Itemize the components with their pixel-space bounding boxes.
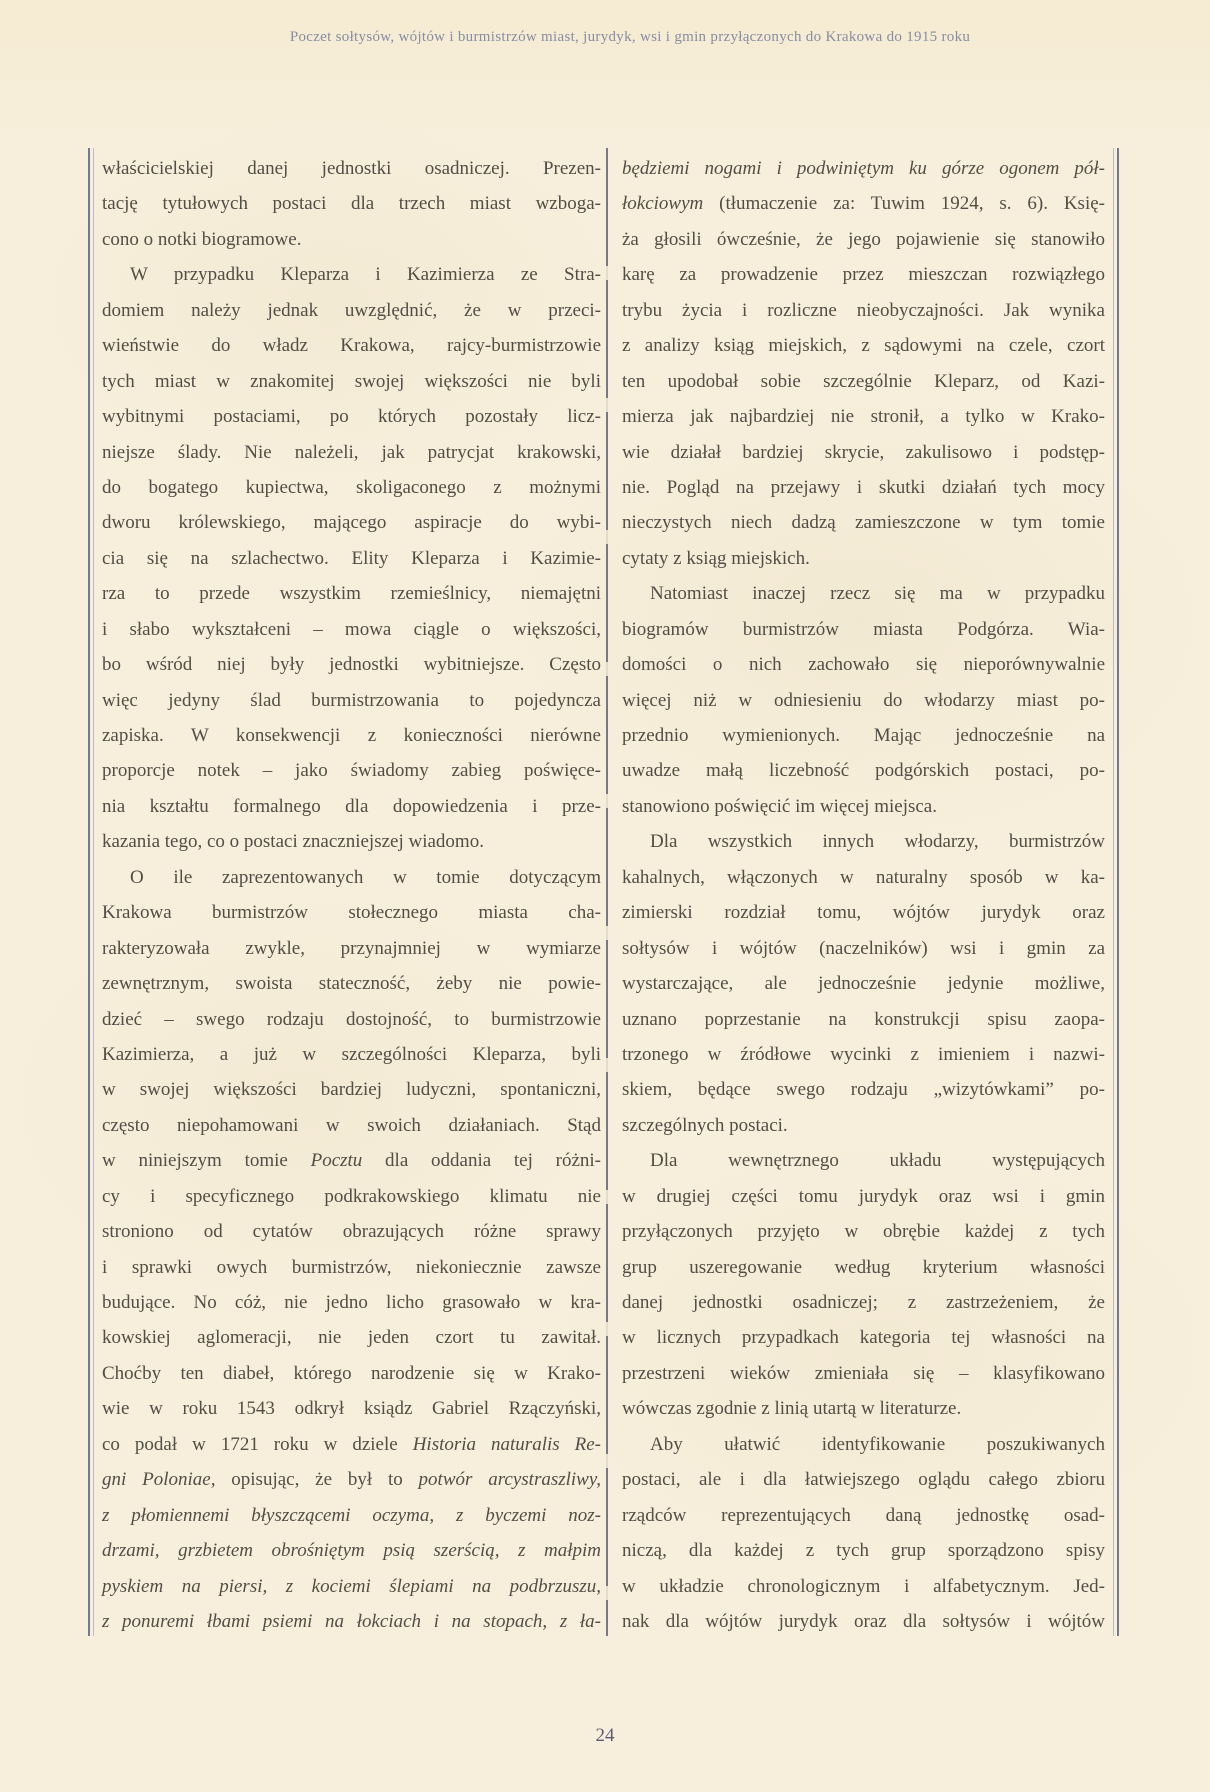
text-line: wówczas zgodnie z linią utartą w literaturze. <box>622 1398 962 1420</box>
text-line: w swojej większości bardziej ludyczni, spontaniczni, <box>102 1079 601 1101</box>
text-line: cia się na szlachectwo. Elity Kleparza i Kazimie- <box>102 547 601 569</box>
text-line: proporcje notek – jako świadomy zabieg poświęce- <box>102 760 601 782</box>
text-line: drzami, grzbietem obrośniętym psią szerścią, z małpim <box>102 1540 601 1562</box>
text-line: nie. Pogląd na przejawy i skutki działań tych mocy <box>622 476 1105 498</box>
text-line: wybitnymi postaciami, po których pozostały licz- <box>102 406 601 428</box>
text-line: trzonego w źródłowe wycinki z imieniem i nazwi- <box>622 1043 1105 1065</box>
text-line: często niepohamowani w swoich działaniach. Stąd <box>102 1114 601 1136</box>
text-line: tację tytułowych postaci dla trzech miast wzboga- <box>102 193 601 215</box>
text-line: sołtysów i wójtów (naczelników) wsi i gmin za <box>622 937 1105 959</box>
text-line: Natomiast inaczej rzecz się ma w przypadku <box>650 583 1105 605</box>
text-line: będziemi nogami i podwiniętym ku górze ogonem pół- <box>622 158 1105 179</box>
text-line: O ile zaprezentowanych w tomie dotyczącym <box>130 866 601 888</box>
text-line: kahalnych, włączonych w naturalny sposób w ka- <box>622 866 1105 888</box>
page-number: 24 <box>595 1725 615 1746</box>
text-line: budujące. No cóż, nie jedno licho grasowało w kra- <box>102 1292 601 1313</box>
text-line: tych miast w znakomitej swojej większości nie byli <box>102 370 601 392</box>
text-line: zewnętrznym, swoista stateczność, żeby nie powie- <box>102 973 601 995</box>
text-line: danej jednostki osadniczej; z zastrzeżeniem, że <box>622 1292 1105 1313</box>
text-line: w licznych przypadkach kategoria tej własności na <box>622 1327 1105 1349</box>
text-line: łokciowym (tłumaczenie za: Tuwim 1924, s. 6). Księ- <box>622 193 1105 215</box>
text-line: stanowiono poświęcić im więcej miejsca. <box>622 795 937 817</box>
text-line: postaci, ale i dla łatwiejszego oglądu całego zbioru <box>622 1469 1105 1491</box>
text-line: i sprawki owych burmistrzów, niekoniecznie zawsze <box>102 1256 601 1278</box>
text-line: co podał w 1721 roku w dziele Historia naturalis Re- <box>102 1433 601 1455</box>
text-line: właścicielskiej danej jednostki osadniczej. Prezen- <box>102 158 601 179</box>
text-line: w drugiej części tomu jurydyk oraz wsi i gmin <box>622 1185 1105 1207</box>
right-text-column <box>622 151 1105 1639</box>
text-line: kazania tego, co o postaci znaczniejszej wiadomo. <box>102 831 484 853</box>
text-line: wie działał bardziej skrycie, zakulisowo i podstęp- <box>622 441 1105 463</box>
text-line: nieczystych niech dadzą zamieszczone w tym tomie <box>622 512 1105 534</box>
text-line: cytaty z ksiąg miejskich. <box>622 547 810 569</box>
text-line: Dla wszystkich innych włodarzy, burmistrzów <box>650 831 1105 853</box>
text-line: rządców reprezentujących daną jednostkę osad- <box>622 1504 1105 1526</box>
text-line: w niniejszym tomie Pocztu dla oddania tej różni- <box>102 1150 601 1172</box>
text-line: bo wśród niej były jednostki wybitniejsze. Często <box>102 654 601 676</box>
text-line: niczą, dla każdej z tych grup sporządzono spisy <box>622 1540 1105 1562</box>
text-line: gni Poloniae, opisując, że był to potwór arcystraszliwy, <box>102 1469 601 1491</box>
text-line: Kazimierza, a już w szczególności Kleparza, byli <box>102 1043 601 1065</box>
text-line: mierza jak najbardziej nie stronił, a tylko w Krako- <box>622 406 1105 428</box>
text-line: rakteryzowała zwykle, przynajmniej w wymiarze <box>102 937 601 959</box>
text-line: nak dla wójtów jurydyk oraz dla sołtysów i wójtów <box>622 1610 1105 1632</box>
text-line: skiem, będące swego rodzaju „wizytówkami” po- <box>622 1079 1105 1101</box>
text-line: z ponuremi łbami psiemi na łokciach i na stopach, z ła- <box>102 1610 601 1632</box>
text-line: Aby ułatwić identyfikowanie poszukiwanych <box>650 1433 1105 1455</box>
text-line: domiem należy jednak uwzględnić, że w przeci- <box>102 299 601 321</box>
left-text-column <box>102 151 601 1639</box>
text-line: domości o nich zachowało się nieporównywalnie <box>622 654 1105 676</box>
text-line: cono o notki biogramowe. <box>102 228 302 250</box>
text-line: karę za prowadzenie przez mieszczan rozwiązłego <box>622 264 1105 286</box>
text-line: uznano poprzestanie na konstrukcji spisu zaopa- <box>622 1008 1105 1030</box>
running-header: Poczet sołtysów, wójtów i burmistrzów miast, jurydyk, wsi i gmin przyłączonych do Krakowa do 1915 roku <box>289 29 971 45</box>
text-line: wie w roku 1543 odkrył ksiądz Gabriel Rzączyński, <box>102 1398 601 1420</box>
text-line: ten upodobał sobie szczególnie Kleparz, od Kazi- <box>622 370 1105 392</box>
text-line: grup uszeregowanie według kryterium własności <box>622 1256 1105 1278</box>
text-line: uwadze małą liczebność podgórskich postaci, po- <box>622 760 1105 782</box>
text-line: przestrzeni wieków zmieniała się – klasyfikowano <box>622 1362 1105 1384</box>
text-line: pyskiem na piersi, z kociemi ślepiami na podbrzuszu, <box>102 1575 601 1597</box>
text-line: W przypadku Kleparza i Kazimierza ze Stra- <box>130 264 601 286</box>
text-line: wystarczające, ale jednocześnie jedynie możliwe, <box>622 973 1105 995</box>
text-line: z płomiennemi błyszczącemi oczyma, z byczemi noz- <box>102 1504 601 1526</box>
text-line: więcej niż w odniesieniu do włodarzy miast po- <box>622 689 1105 711</box>
text-line: trybu życia i rozliczne nieobyczajności. Jak wynika <box>622 299 1105 321</box>
text-line: Choćby ten diabeł, którego narodzenie się w Krako- <box>102 1362 601 1384</box>
text-line: biogramów burmistrzów miasta Podgórza. Wia- <box>622 618 1105 640</box>
text-line: Krakowa burmistrzów stołecznego miasta cha- <box>102 902 601 924</box>
text-line: niejsze ślady. Nie należeli, jak patrycjat krakowski, <box>102 441 601 463</box>
text-line: do bogatego kupiectwa, skoligaconego z możnymi <box>102 476 601 498</box>
text-line: rza to przede wszystkim rzemieślnicy, niemajętni <box>102 583 601 605</box>
text-line: wieństwie do władz Krakowa, rajcy-burmistrzowie <box>102 335 601 357</box>
text-line: i słabo wykształceni – mowa ciągle o większości, <box>102 618 601 640</box>
text-line: przednio wymienionych. Mając jednocześnie na <box>622 725 1105 746</box>
left-page-rule <box>88 148 94 1636</box>
column-divider-rule <box>606 148 608 1636</box>
text-line: więc jedyny ślad burmistrzowania to pojedyncza <box>102 689 601 711</box>
text-line: z analizy ksiąg miejskich, z sądowymi na czele, czort <box>622 335 1105 357</box>
text-line: szczególnych postaci. <box>622 1114 788 1136</box>
text-line: cy i specyficznego podkrakowskiego klimatu nie <box>102 1185 601 1207</box>
text-line: ża głosili ówcześnie, że jego pojawienie się stanowiło <box>622 228 1105 250</box>
text-line: dzieć – swego rodzaju dostojność, to burmistrzowie <box>102 1008 601 1030</box>
text-line: w układzie chronologicznym i alfabetycznym. Jed- <box>622 1575 1105 1597</box>
text-line: kowskiej aglomeracji, nie jeden czort tu zawitał. <box>102 1327 601 1349</box>
text-line: Dla wewnętrznego układu występujących <box>650 1150 1105 1172</box>
text-line: nia kształtu formalnego dla dopowiedzenia i prze- <box>102 795 601 817</box>
text-line: stroniono od cytatów obrazujących różne sprawy <box>102 1221 601 1243</box>
text-line: zimierski rozdział tomu, wójtów jurydyk oraz <box>622 902 1105 924</box>
text-line: dworu królewskiego, mającego aspiracje do wybi- <box>102 512 601 534</box>
text-line: przyłączonych przyjęto w obrębie każdej z tych <box>622 1221 1105 1243</box>
text-line: zapiska. W konsekwencji z konieczności nierówne <box>102 725 601 746</box>
right-page-rule <box>1113 148 1119 1636</box>
